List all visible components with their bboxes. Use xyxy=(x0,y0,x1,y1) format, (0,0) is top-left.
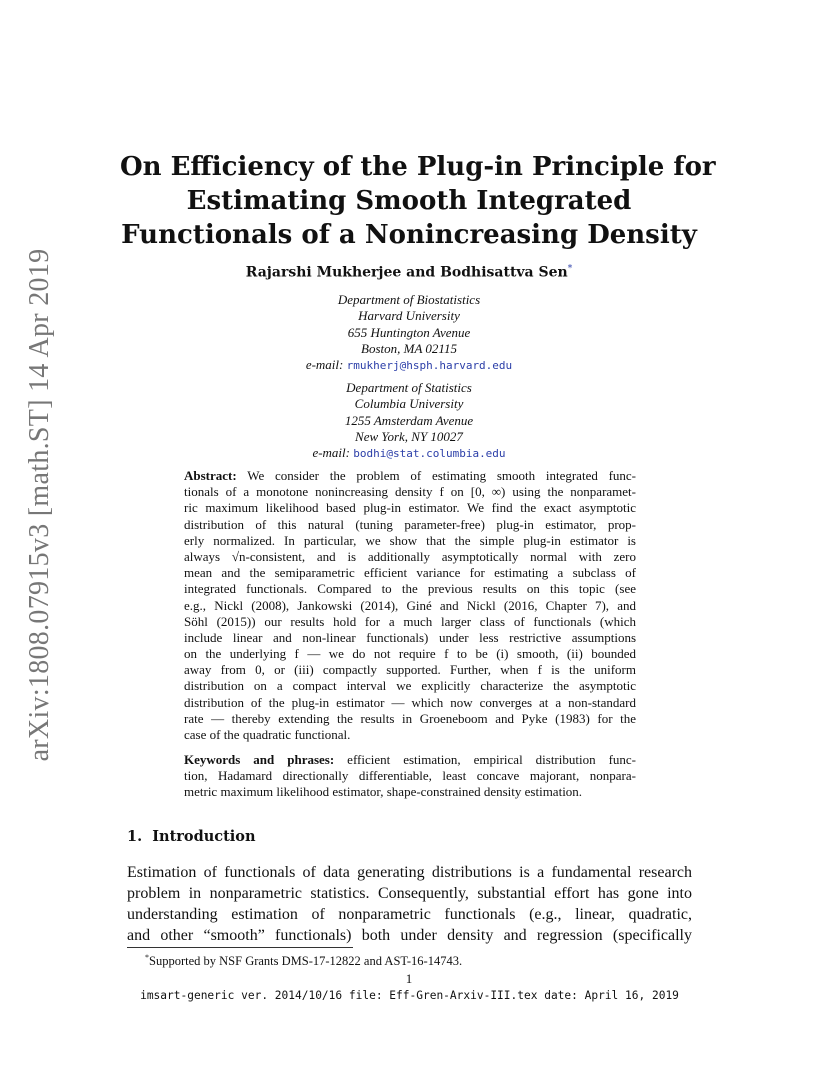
keywords xyxy=(184,752,636,801)
affiliation-street: 655 Huntington Avenue xyxy=(347,324,471,340)
affiliation-street: 1255 Amsterdam Avenue xyxy=(344,412,474,428)
abstract-line: ric maximum likelihood based plug-in estimator. We find the exact asymptotic xyxy=(184,500,636,516)
affiliation-institution: Columbia University xyxy=(354,396,464,412)
footnote-divider xyxy=(127,947,353,948)
authors xyxy=(120,264,698,281)
intro-line: Estimation of functionals of data generating distributions is a fundamental research xyxy=(127,864,692,881)
abstract-line: distribution of this natural (tuning parameter-free) plug-in estimator, prop- xyxy=(184,516,636,532)
abstract-line: erly normalized. In particular, we show that the simple plug-in estimator is xyxy=(184,532,636,548)
abstract-label: Abstract: xyxy=(184,468,237,483)
abstract-line: tionals of a monotone nonincreasing density f on [0, ∞) using the nonparamet- xyxy=(184,484,636,500)
affiliation-email-line xyxy=(120,357,698,374)
affiliation-dept: Department of Biostatistics xyxy=(337,292,481,307)
abstract-line: Abstract: We consider the problem of estimating smooth integrated func- xyxy=(184,468,636,483)
section-title: Introduction xyxy=(152,828,256,845)
keywords-label: Keywords and phrases: xyxy=(184,752,335,767)
affiliation-city: New York, NY 10027 xyxy=(355,428,463,444)
paper-title xyxy=(120,150,716,252)
abstract-line: integrated functionals. Compared to the previous results on this topic (see xyxy=(184,581,636,597)
affiliation-email-line xyxy=(120,445,698,462)
intro-line: understanding estimation of nonparametric functionals (e.g., linear, quadratic, xyxy=(127,906,692,923)
affiliation-city: Boston, MA 02115 xyxy=(361,340,457,356)
footnote xyxy=(145,953,462,969)
email-label: e-mail: xyxy=(305,357,344,373)
abstract-line: distribution of the plug-in estimator — which now converges at a non-standard xyxy=(184,694,636,710)
abstract-line: case of the quadratic functional. xyxy=(184,727,351,742)
intro-line: problem in nonparametric statistics. Consequently, substantial effort has gone into xyxy=(127,885,692,902)
abstract-line: include linear and non-linear functionals) under less restrictive assumptions xyxy=(184,629,636,645)
abstract-line: e.g., Nickl (2008), Jankowski (2014), Giné and Nickl (2016, Chapter 7), and xyxy=(184,597,636,613)
section-heading xyxy=(127,828,256,845)
footnote-text: Supported by NSF Grants DMS-17-12822 and AST-16-14743. xyxy=(149,954,463,969)
abstract-line: Söhl (2015)) our results hold for a much larger class of functionals (which xyxy=(184,613,636,629)
intro-line: and other “smooth” functionals) both under density and regression (specifically xyxy=(127,927,692,944)
abstract-line: mean and the semiparametric efficient variance for estimating a subclass of xyxy=(184,565,636,581)
email-label: e-mail: xyxy=(312,445,350,461)
abstract-line: on the underlying f — we do not require f to be (i) smooth, (ii) bounded xyxy=(184,646,636,662)
section-number: 1. xyxy=(127,828,143,845)
abstract xyxy=(184,468,636,743)
author-names: Rajarshi Mukherjee and Bodhisattva Sen xyxy=(245,264,568,281)
email-link[interactable]: bodhi@stat.columbia.edu xyxy=(353,447,506,461)
intro-paragraph xyxy=(127,862,692,946)
keywords-line: metric maximum likelihood estimator, shape-constrained density estimation. xyxy=(184,784,583,800)
affiliation-institution: Harvard University xyxy=(358,308,460,324)
arxiv-sidebar xyxy=(20,248,60,762)
title-line-2: Estimating Smooth Integrated xyxy=(186,186,632,216)
running-footer: imsart-generic ver. 2014/10/16 file: Eff-Gren-Arxiv-III.tex date: April 16, 2019 xyxy=(140,989,679,1002)
affiliation-1 xyxy=(120,292,698,374)
abstract-line: rate — thereby extending the results in Groeneboom and Pyke (1983) for the xyxy=(184,710,636,726)
arxiv-identifier: arXiv:1808.07915v3 [math.ST] 14 Apr 2019 xyxy=(24,248,55,762)
abstract-line: always √n-consistent, and is additionally asymptotically normal with zero xyxy=(184,548,636,564)
page-number: 1 xyxy=(405,971,413,986)
keywords-line: Keywords and phrases: efficient estimation, empirical distribution func- xyxy=(184,752,636,767)
affiliation-2 xyxy=(120,380,698,462)
title-line-1: On Efficiency of the Plug-in Principle for xyxy=(120,152,716,182)
abstract-line: away from 0, or (iii) compactly supported. Further, when f is the uniform xyxy=(184,662,636,678)
abstract-line: distribution on a compact interval we explicitly characterize the asymptotic xyxy=(184,678,636,694)
author-footnote-mark[interactable]: * xyxy=(567,264,573,274)
affiliation-dept: Department of Statistics xyxy=(346,380,472,395)
email-link[interactable]: rmukherj@hsph.harvard.edu xyxy=(346,359,513,373)
keywords-line: tion, Hadamard directionally differentiable, least concave majorant, nonpara- xyxy=(184,768,636,784)
footnote-mark: * xyxy=(145,953,149,962)
title-line-3: Functionals of a Nonincreasing Density xyxy=(121,220,697,250)
